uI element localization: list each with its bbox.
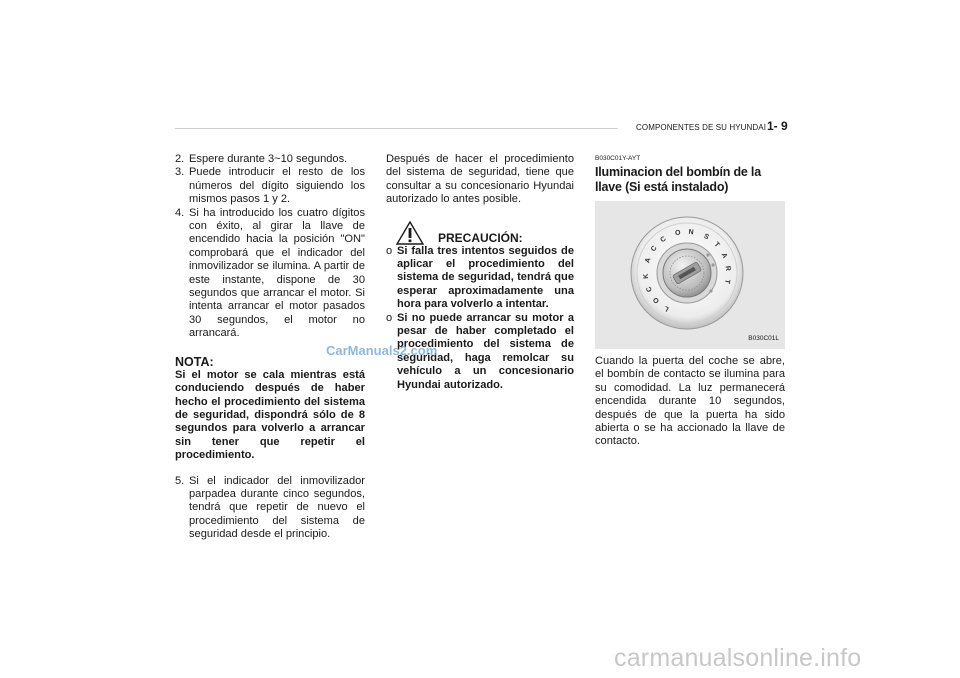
lock-letter: A xyxy=(644,257,653,264)
figure-label: B030C01L xyxy=(748,334,779,342)
step-4: 4. Si ha introducido los cuatro dígitos con éxito, al girar la llave de encendido hacia la posición "ON" comprobará que el indicador del inmovilizador se ilumina. A partir de este instante, dispone de 30 segundos que arrancar el motor. Si intenta arrancar el motor pasados 30 segundos, el motor no arrancará. xyxy=(175,206,365,340)
intro-paragraph: Después de hacer el procedimiento del sistema de seguridad, tiene que consultar a su concesionario Hyundai autorizado lo antes posible. xyxy=(386,153,574,206)
lock-letter: O xyxy=(674,229,682,238)
caution-item-1: o Si falla tres intentos seguidos de aplicar el procedimiento del sistema de seguridad, tendrá que esperar aproximadamente una hora para volverlo a intentar. xyxy=(386,244,574,311)
header-rule xyxy=(175,128,618,129)
section-code: B030C01Y-AYT xyxy=(595,155,641,162)
nota-body: Si el motor se cala mientras está conduciendo después de haber hecho el procedimiento del sistema de seguridad, dispondrá sólo de 8 segundos para volverlo a arrancar sin tener que repetir el procedimiento. xyxy=(175,368,365,462)
ignition-figure xyxy=(595,201,785,349)
step-2: 2. Espere durante 3~10 segundos. xyxy=(175,153,348,165)
step-3: 3. Puede introducir el resto de los números del dígito siguiendo los mismos pasos 1 y 2. xyxy=(175,166,365,206)
lock-letter: O xyxy=(652,295,661,305)
lock-letter: C xyxy=(649,244,659,254)
caution-box xyxy=(386,221,574,392)
lock-letter: K xyxy=(642,273,651,280)
lock-letter: S xyxy=(702,233,710,242)
warning-icon xyxy=(396,221,424,245)
lock-letter: C xyxy=(659,235,668,245)
nota-title: NOTA: xyxy=(175,354,214,369)
step-5: 5. Si el indicador del inmovilizador parpadea durante cinco segundos, tendrá que repetir de nuevo el procedimiento del sistema de seguridad desde el principio. xyxy=(175,474,365,541)
description: Cuando la puerta del coche se abre, el bombín de contacto se ilumina para su comodidad. La luz permanecerá encendida durante 10 segundos, después de que la puerta ha sido abierta o se ha accionado la llave de contacto. xyxy=(595,355,785,448)
caution-item-2: o Si no puede arrancar su motor a pesar de haber completado el procedimiento del sistema de seguridad, haga remolcar su vehículo a un concesionario Hyundai autorizado. xyxy=(386,311,574,391)
page-number: 1- 9 xyxy=(767,119,788,133)
lock-letter: L xyxy=(663,304,671,313)
lock-letter: A xyxy=(719,252,729,260)
lock-letter: R xyxy=(723,265,732,272)
caution-title: PRECAUCIÓN: xyxy=(438,230,523,245)
lock-letter: C xyxy=(645,285,654,293)
watermark-overlay: CarManuals2.com xyxy=(326,343,438,358)
ignition-lock-illustration xyxy=(595,201,785,349)
column-right xyxy=(595,155,785,449)
lock-letter: N xyxy=(688,228,694,237)
lock-letter: T xyxy=(712,241,721,249)
lock-letter: T xyxy=(722,278,731,285)
footer-watermark: carmanualsonline.info xyxy=(614,644,862,672)
section-header: COMPONENTES DE SU HYUNDAI xyxy=(636,123,767,132)
section-title: Iluminacion del bombín de la llave (Si está instalado) xyxy=(595,165,761,194)
